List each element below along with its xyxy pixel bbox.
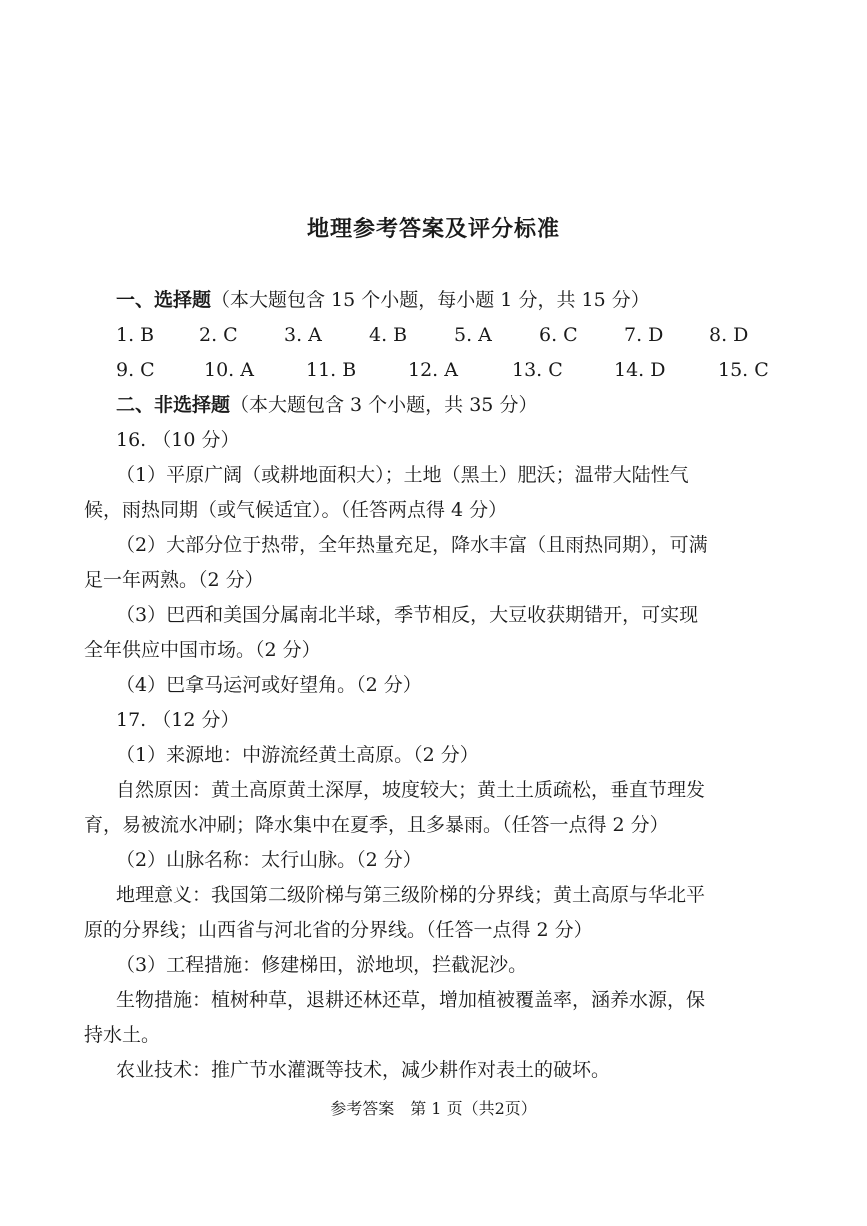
answer-item: 13. C <box>512 359 563 381</box>
answer-line: 全年供应中国市场。（2 分） <box>84 639 321 661</box>
question-17-header: 17. （12 分） <box>116 709 240 731</box>
answer-line: （1）来源地：中游流经黄土高原。（2 分） <box>116 744 479 766</box>
answer-line: 育，易被流水冲刷；降水集中在夏季，且多暴雨。（任答一点得 2 分） <box>84 814 669 836</box>
answer-line: （2）大部分位于热带，全年热量充足，降水丰富（且雨热同期），可满 <box>116 534 708 556</box>
answer-item: 1. B <box>116 324 155 346</box>
answer-item: 12. A <box>408 359 458 381</box>
answer-item: 3. A <box>284 324 322 346</box>
answer-line: （4）巴拿马运河或好望角。（2 分） <box>116 674 422 696</box>
answer-item: 6. C <box>539 324 578 346</box>
answer-line: 原的分界线；山西省与河北省的分界线。（任答一点得 2 分） <box>84 919 593 941</box>
section1-note: （本大题包含 15 个小题，每小题 1 分，共 15 分） <box>211 289 650 311</box>
answer-item: 14. D <box>614 359 666 381</box>
section2-note: （本大题包含 3 个小题，共 35 分） <box>230 394 538 416</box>
answer-item: 9. C <box>116 359 155 381</box>
answer-line: （3）巴西和美国分属南北半球，季节相反，大豆收获期错开，可实现 <box>116 604 699 626</box>
answer-item: 5. A <box>454 324 492 346</box>
answer-item: 8. D <box>709 324 749 346</box>
answer-line: （1）平原广阔（或耕地面积大）；土地（黑土）肥沃；温带大陆性气 <box>116 464 689 486</box>
answer-line: （2）山脉名称：太行山脉。（2 分） <box>116 849 422 871</box>
page-title: 地理参考答案及评分标准 <box>306 217 560 242</box>
answer-item: 4. B <box>369 324 408 346</box>
answers-row-1 <box>116 320 806 350</box>
answer-line: （3）工程措施：修建梯田，淤地坝，拦截泥沙。 <box>116 954 528 976</box>
question-16-header: 16. （10 分） <box>116 429 240 451</box>
page-footer: 参考答案 第 1 页（共2页） <box>330 1099 537 1118</box>
answer-line: 地理意义：我国第二级阶梯与第三级阶梯的分界线；黄土高原与华北平 <box>116 884 706 906</box>
answer-item: 2. C <box>199 324 238 346</box>
section1-header <box>116 285 650 315</box>
answer-line: 候，雨热同期（或气候适宜）。（任答两点得 4 分） <box>84 499 508 521</box>
answer-item: 11. B <box>306 359 357 381</box>
answer-line: 生物措施：植树种草，退耕还林还草，增加植被覆盖率，涵养水源，保 <box>116 989 706 1011</box>
section2-heading: 二、非选择题 <box>116 394 231 416</box>
section2-header <box>116 390 537 420</box>
answers-row-2 <box>116 355 806 385</box>
answer-line: 农业技术：推广节水灌溉等技术，减少耕作对表土的破坏。 <box>116 1059 611 1081</box>
answer-line: 足一年两熟。（2 分） <box>84 569 264 591</box>
answer-line: 自然原因：黄土高原黄土深厚，坡度较大；黄土土质疏松，垂直节理发 <box>116 779 706 801</box>
answer-item: 15. C <box>718 359 769 381</box>
answer-item: 7. D <box>624 324 664 346</box>
answer-item: 10. A <box>204 359 254 381</box>
section1-heading: 一、选择题 <box>116 289 212 311</box>
answer-line: 持水土。 <box>84 1024 161 1046</box>
